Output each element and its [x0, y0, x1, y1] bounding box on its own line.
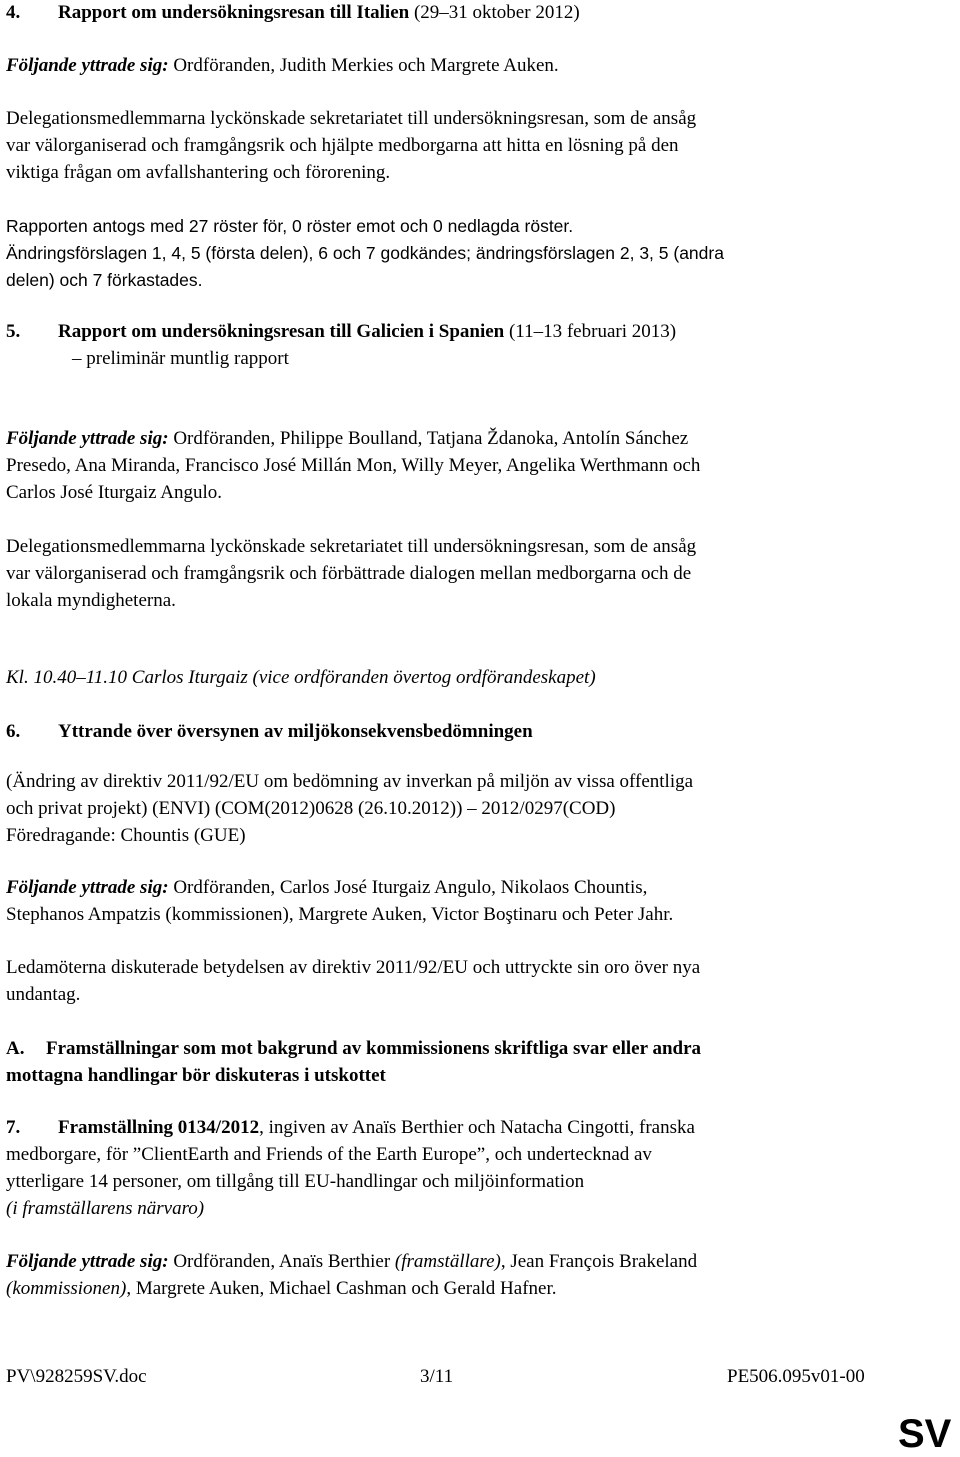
commission-tag: (kommissionen) — [6, 1278, 127, 1299]
petition-line: ytterligare 14 personer, om tillgång till EU-handlingar och miljöinformation — [6, 1171, 585, 1192]
section-6-speakers — [6, 877, 647, 899]
petition-line: , ingiven av Anaïs Berthier och Natacha Cingotti, franska — [259, 1117, 695, 1138]
section-a-heading — [6, 1038, 701, 1060]
paragraph-line: Ledamöterna diskuterade betydelsen av direktiv 2011/92/EU och uttryckte sin oro över nya — [6, 957, 701, 978]
section-number: 7. — [6, 1117, 21, 1138]
paragraph-line: viktiga frågan om avfallshantering och förorening. — [6, 162, 391, 183]
section-5-heading — [6, 321, 676, 343]
section-4-speakers — [6, 55, 559, 77]
section-5-speakers — [6, 428, 688, 450]
speakers-list: Ordföranden, Carlos José Iturgaiz Angulo, Nikolaos Chountis, — [173, 877, 648, 898]
section-title: Rapport om undersökningsresan till Italien — [58, 2, 410, 23]
paragraph-line: delen) och 7 förkastades. — [6, 270, 203, 290]
section-4-heading — [6, 2, 580, 24]
speakers-list: , Jean François Brakeland — [500, 1251, 698, 1272]
paragraph-line: Delegationsmedlemmarna lyckönskade sekretariatet till undersökningsresan, som de ansåg — [6, 108, 697, 129]
paragraph-line: undantag. — [6, 984, 81, 1005]
section-title: Yttrande över översynen av miljökonsekvensbedömningen — [58, 721, 533, 742]
footer-reference: PE506.095v01-00 — [727, 1366, 865, 1387]
paragraph-line: (Ändring av direktiv 2011/92/EU om bedömning av inverkan på miljön av vissa offentliga — [6, 771, 694, 792]
section-7-speakers — [6, 1251, 697, 1273]
speakers-label: Följande yttrade sig: — [6, 1251, 169, 1272]
paragraph-line: Delegationsmedlemmarna lyckönskade sekretariatet till undersökningsresan, som de ansåg — [6, 536, 697, 557]
section-number: 5. — [6, 321, 21, 342]
section-6-heading — [6, 721, 533, 743]
section-number: A. — [6, 1038, 25, 1059]
paragraph-line: Rapporten antogs med 27 röster för, 0 röster emot och 0 nedlagda röster. — [6, 216, 574, 236]
speakers-list: Ordföranden, Philippe Boulland, Tatjana Ždanoka, Antolín Sánchez — [173, 428, 689, 449]
presence-note: (i framställarens närvaro) — [6, 1198, 205, 1219]
section-dates: (11–13 februari 2013) — [508, 321, 677, 342]
paragraph-line: var välorganiserad och framgångsrik och hjälpte medborgarna att hitta en lösning på den — [6, 135, 679, 156]
rapporteur-line: Föredragande: Chountis (GUE) — [6, 825, 246, 846]
paragraph-line: lokala myndigheterna. — [6, 590, 176, 611]
speakers-line: Carlos José Iturgaiz Angulo. — [6, 482, 223, 503]
speakers-label: Följande yttrade sig: — [6, 877, 169, 898]
section-subtitle: – preliminär muntlig rapport — [72, 348, 289, 369]
section-title: Rapport om undersökningsresan till Galicien i Spanien — [58, 321, 505, 342]
speakers-line: Stephanos Ampatzis (kommissionen), Margrete Auken, Victor Boştinaru och Peter Jahr. — [6, 904, 674, 925]
section-number: 6. — [6, 721, 21, 742]
petition-number: Framställning 0134/2012 — [58, 1117, 260, 1138]
paragraph-line: och privat projekt) (ENVI) (COM(2012)0628 (26.10.2012)) – 2012/0297(COD) — [6, 798, 616, 819]
section-title: Framställningar som mot bakgrund av kommissionens skriftliga svar eller andra — [46, 1038, 702, 1059]
petitioner-tag: (framställare) — [394, 1251, 501, 1272]
speakers-list: Ordföranden, Judith Merkies och Margrete Auken. — [173, 55, 559, 76]
speakers-line — [6, 1278, 556, 1300]
petition-line: medborgare, för ”ClientEarth and Friends of the Earth Europe”, och undertecknad av — [6, 1144, 652, 1165]
chair-note: Kl. 10.40–11.10 Carlos Iturgaiz (vice ordföranden övertog ordförandeskapet) — [6, 667, 596, 688]
section-number: 4. — [6, 2, 21, 23]
section-title-line: mottagna handlingar bör diskuteras i utskottet — [6, 1065, 386, 1086]
speakers-list: Ordföranden, Anaïs Berthier — [168, 1251, 395, 1272]
footer-page-number: 3/11 — [420, 1366, 454, 1387]
speakers-label: Följande yttrade sig: — [6, 428, 169, 449]
speakers-label: Följande yttrade sig: — [6, 55, 169, 76]
paragraph-line: var välorganiserad och framgångsrik och förbättrade dialogen mellan medborgarna och de — [6, 563, 692, 584]
speakers-line: Presedo, Ana Miranda, Francisco José Millán Mon, Willy Meyer, Angelika Werthmann och — [6, 455, 701, 476]
section-7-heading — [6, 1117, 695, 1139]
speakers-list: , Margrete Auken, Michael Cashman och Gerald Hafner. — [126, 1278, 557, 1299]
footer-document-id: PV\928259SV.doc — [6, 1366, 147, 1387]
section-dates: (29–31 oktober 2012) — [413, 2, 580, 23]
paragraph-line: Ändringsförslagen 1, 4, 5 (första delen), 6 och 7 godkändes; ändringsförslagen 2, 3, 5 (andra — [6, 243, 724, 263]
language-code: SV — [898, 1412, 952, 1456]
